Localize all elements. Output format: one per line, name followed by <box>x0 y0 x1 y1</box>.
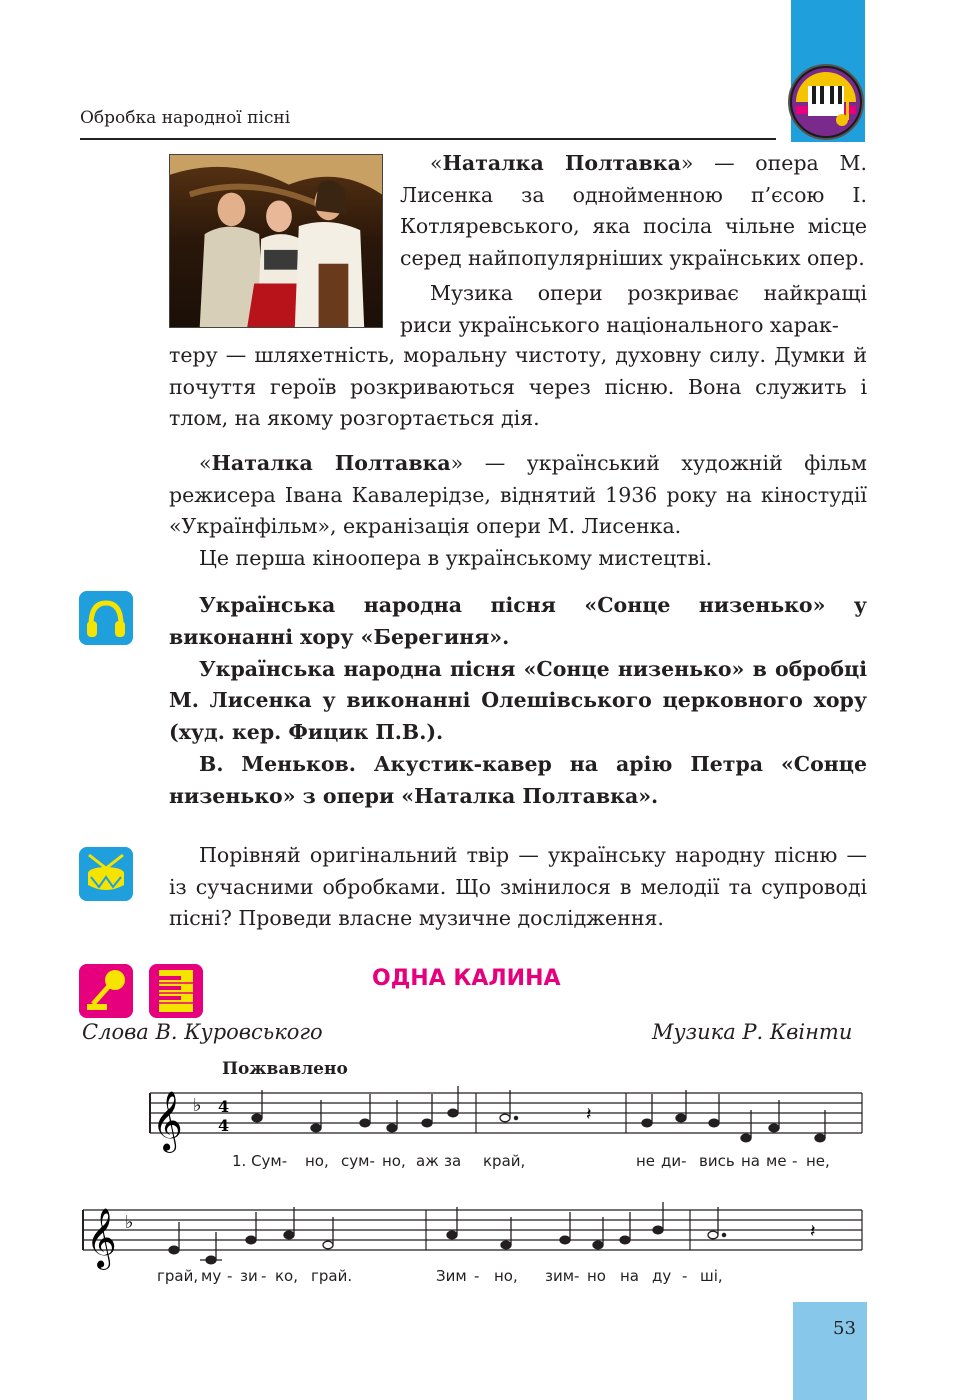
lyric-syllable: за <box>444 1152 462 1170</box>
page-number-tab <box>793 1302 867 1400</box>
lyric-syllable: но, <box>382 1152 406 1170</box>
opera-scene-photo <box>169 154 383 328</box>
opera-title-bold: Наталка Полтавка <box>442 151 681 175</box>
time-sig-bottom: 4 <box>218 1116 230 1135</box>
composer-credit: Музика Р. Квінти <box>652 1020 853 1044</box>
lyric-syllable: зи <box>240 1267 258 1285</box>
lyric-syllable: но, <box>494 1267 518 1285</box>
lyric-syllable: му <box>201 1267 222 1285</box>
rest-icon: 𝄽 <box>810 1221 816 1242</box>
lyric-syllable: ші, <box>700 1267 723 1285</box>
opera-paragraph: «Наталка Полтавка» — опера М. Лисенка за однойменною п’єсою І. Котляревського, яка посіла чільне місце серед найпопулярніших українських опер. <box>400 151 867 270</box>
lyric-syllable: ду <box>652 1267 672 1285</box>
lyric-syllable: грай. <box>311 1267 353 1285</box>
flat-icon: ♭ <box>125 1212 134 1233</box>
listening-item: Українська народна пісня «Сонце низенько» у виконанні хору «Берегиня». <box>169 593 867 649</box>
lyric-syllable: ме <box>766 1152 787 1170</box>
lyric-syllable: ди- <box>661 1152 687 1170</box>
lyric-syllable: не <box>636 1152 656 1170</box>
music-emblem-icon <box>786 62 866 142</box>
music-paragraph-cont: теру — шляхетність, моральну чистоту, духовну силу. Думки й почуття героїв розкриваються через пісню. Вона служить і тлом, на якому розгортається дія. <box>169 343 867 430</box>
lyric-syllable: - <box>474 1267 480 1285</box>
listening-item: В. Меньков. Акустик-кавер на арію Петра «Сонце низенько» з опери «Наталка Полтавка». <box>169 751 867 808</box>
rest-icon: 𝄽 <box>586 1104 592 1125</box>
lyric-syllable: Зим <box>436 1267 467 1285</box>
lyric-syllable: на <box>620 1267 639 1285</box>
flat-icon: ♭ <box>193 1095 202 1116</box>
lyric-syllable: грай, <box>157 1267 199 1285</box>
lyric-syllable: сум- <box>341 1152 375 1170</box>
lyric-syllable: край, <box>483 1152 526 1170</box>
lyric-syllable: - <box>261 1267 267 1285</box>
lyric-syllable: - <box>792 1152 798 1170</box>
music-paragraph-start: Музика опери розкриває найкращі риси українського національного харак- <box>400 281 867 337</box>
task-paragraph: Порівняй оригінальний твір — українську народну пісню — із сучасними обробками. Що змінилося в мелодії та супроводі пісні? Проведи власне музичне дослідження. <box>169 843 867 930</box>
notes-line-2 <box>169 1202 726 1264</box>
lyric-syllable: но, <box>305 1152 329 1170</box>
staff-2 <box>83 1210 862 1250</box>
first-film-opera-note: Це перша кіноопера в українському мистецтві. <box>199 545 713 570</box>
treble-clef-icon: 𝄞 <box>86 1208 117 1268</box>
lyric-syllable: вись <box>699 1152 735 1170</box>
film-paragraph: «Наталка Полтавка» — український художній фільм режисера Івана Кавалерідзе, віднятий 1936 року на кіностудії «Українфільм», екранізація опери М. Лисенка. Це перша кіноопера в українському мистецтві. <box>169 448 867 574</box>
lyric-syllable: аж <box>416 1152 439 1170</box>
listening-list <box>169 590 867 813</box>
lyric-syllable: не, <box>806 1152 830 1170</box>
lyric-syllable: зим- <box>545 1267 580 1285</box>
piano-icon <box>149 964 203 1018</box>
film-title-bold: Наталка Полтавка <box>211 451 451 475</box>
time-sig-top: 4 <box>218 1097 230 1116</box>
page-number: 53 <box>833 1318 856 1339</box>
treble-clef-icon: 𝄞 <box>152 1091 183 1151</box>
tempo-marking: Пожвавлено <box>222 1059 348 1079</box>
lyric-syllable: но <box>587 1267 606 1285</box>
headphones-icon <box>79 591 133 645</box>
staff-1 <box>150 1093 862 1133</box>
microphone-icon <box>79 964 133 1018</box>
lyric-syllable: 1. Сум- <box>232 1152 288 1170</box>
lyric-syllable: на <box>741 1152 760 1170</box>
lyric-syllable: ко, <box>275 1267 299 1285</box>
running-head: Обробка народної пісні <box>80 108 291 128</box>
listening-item: Українська народна пісня «Сонце низенько» в обробці М. Лисенка у виконанні Олешівського церковного хору (худ. кер. Фицик П.В.). <box>169 656 867 745</box>
notes-line-1 <box>252 1086 825 1142</box>
drum-icon <box>79 847 133 901</box>
song-title: ОДНА КАЛИНА <box>372 966 561 991</box>
lyric-syllable: - <box>227 1267 233 1285</box>
lyric-syllable: - <box>682 1267 688 1285</box>
header-divider <box>80 138 776 140</box>
lyricist-credit: Слова В. Куровського <box>82 1020 323 1044</box>
